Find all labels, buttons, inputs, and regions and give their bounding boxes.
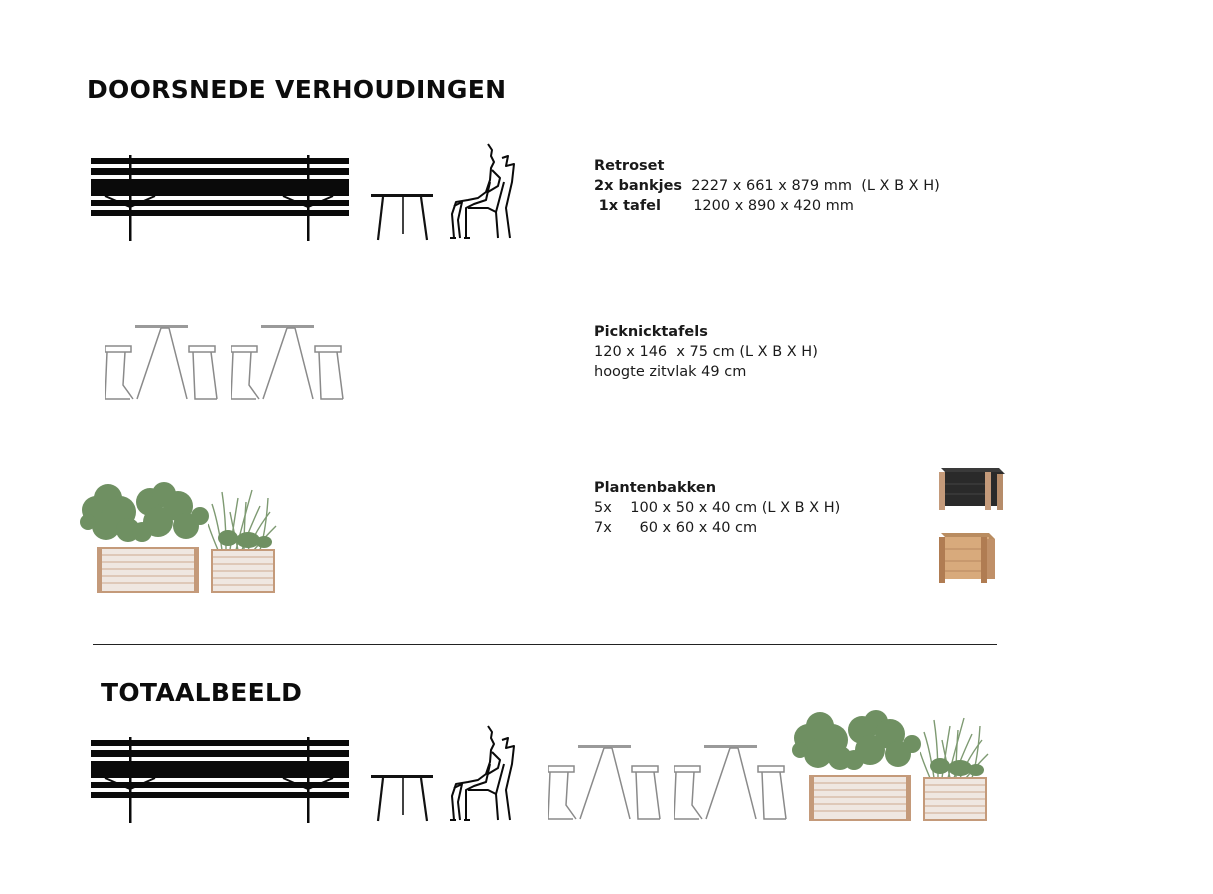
planten-row1-qty: 5x	[594, 500, 612, 516]
planten-title: Plantenbakken	[594, 480, 717, 496]
total-picnic-table-2	[674, 745, 790, 825]
section-title-totaalbeeld: TOTAALBEELD	[101, 678, 303, 707]
table-illustration	[371, 194, 437, 244]
picknick-title: Picknicktafels	[594, 324, 708, 340]
total-planter-long	[792, 708, 928, 822]
wood-planter-photo	[937, 529, 997, 585]
total-planter-square	[920, 710, 992, 822]
bankjes-dims: 2227 x 661 x 879 mm (L X B X H)	[691, 178, 940, 194]
retroset-title: Retroset	[594, 158, 665, 174]
planten-row2-qty: 7x	[594, 520, 612, 536]
total-bench-illustration	[91, 737, 353, 827]
picknick-dims: 120 x 146 x 75 cm (L X B X H)	[594, 344, 818, 360]
section-title-doorsnede: DOORSNEDE VERHOUDINGEN	[87, 75, 507, 104]
planten-row2-dims: 60 x 60 x 40 cm	[639, 520, 758, 536]
tafel-dims: 1200 x 890 x 420 mm	[693, 198, 854, 214]
total-table-illustration	[371, 775, 437, 825]
total-picnic-table-1	[548, 745, 664, 825]
bench-illustration	[91, 155, 353, 245]
section-divider	[93, 644, 997, 645]
picnic-table-illustration-1	[105, 325, 221, 405]
picnic-table-illustration-2	[231, 325, 347, 405]
picknick-info	[594, 322, 818, 382]
total-seated-figure-illustration	[448, 724, 524, 824]
planter-long-illustration	[80, 480, 216, 594]
retroset-info	[594, 156, 940, 216]
planten-info	[594, 478, 840, 538]
planten-row1-dims: 100 x 50 x 40 cm (L X B X H)	[630, 500, 841, 516]
picknick-seat-height: hoogte zitvlak 49 cm	[594, 364, 747, 380]
planter-square-illustration	[208, 482, 280, 594]
seated-figure-illustration	[448, 142, 524, 242]
tafel-label: 1x tafel	[598, 198, 661, 214]
dark-planter-photo	[937, 462, 1007, 512]
bankjes-label: 2x bankjes	[594, 178, 683, 194]
